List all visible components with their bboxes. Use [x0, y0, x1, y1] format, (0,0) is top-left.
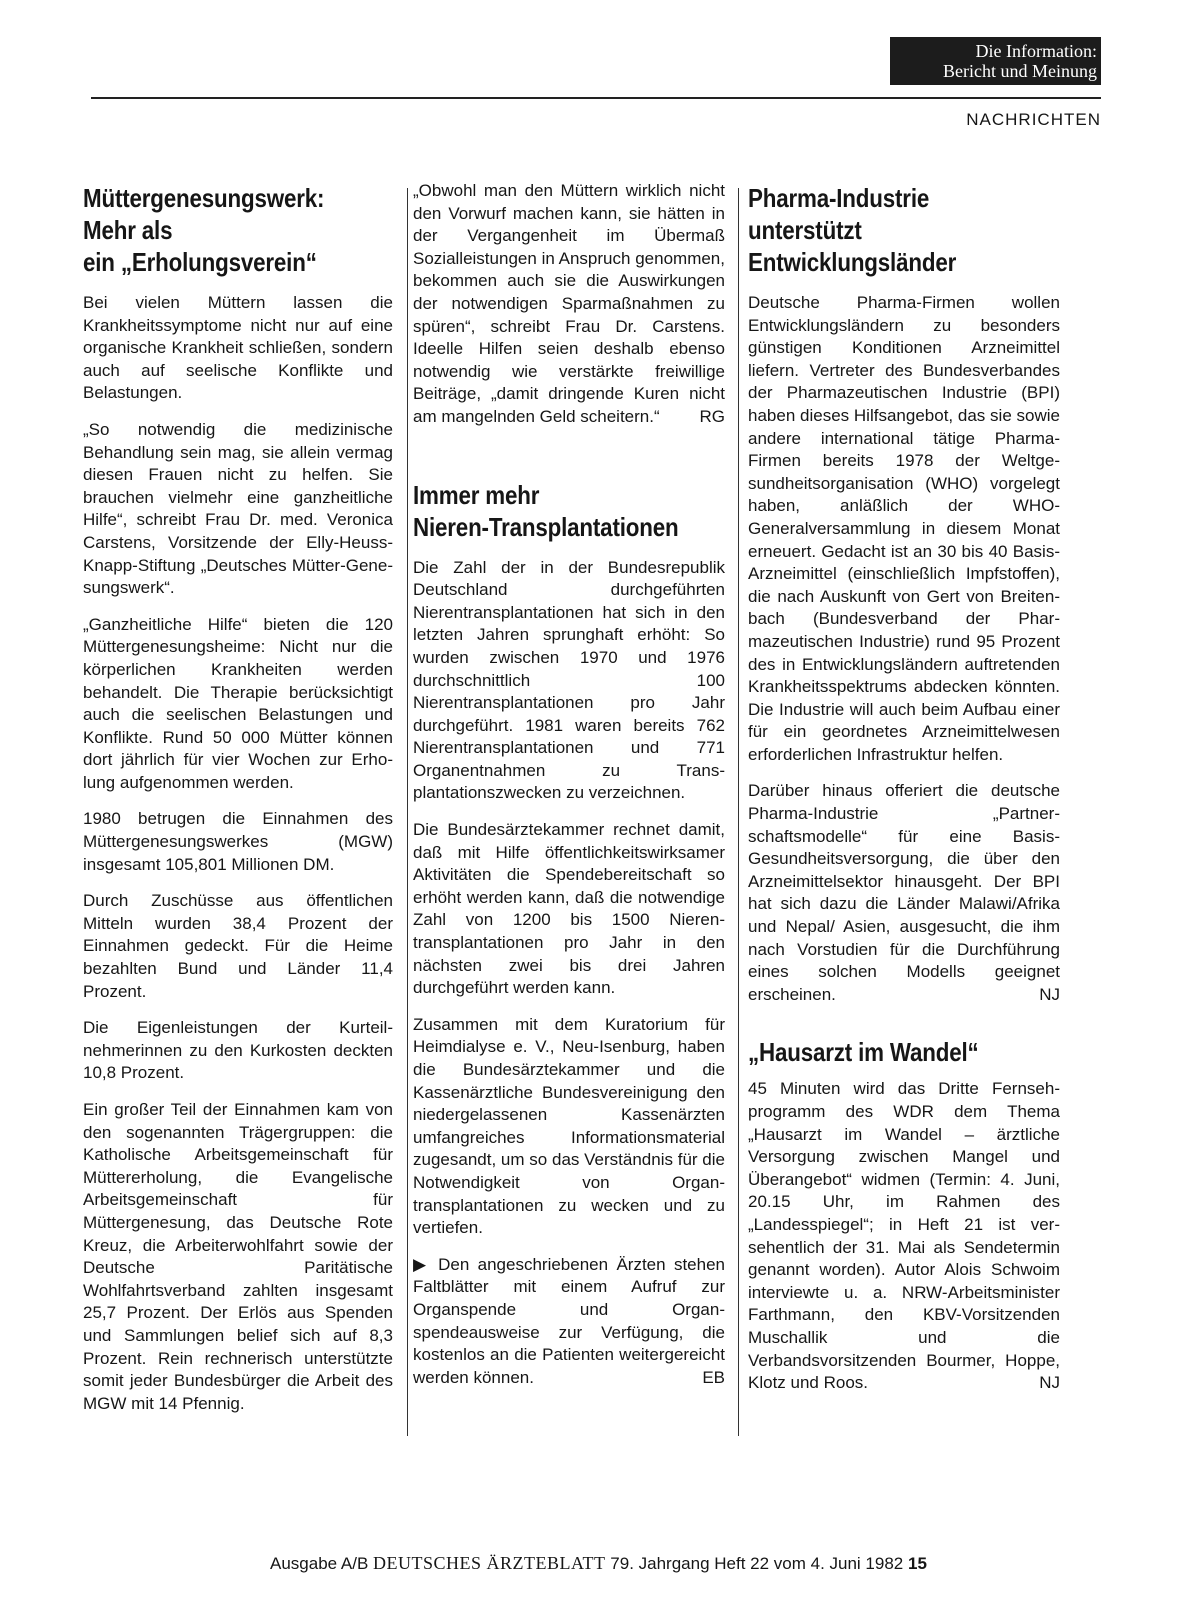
article-headline — [413, 479, 681, 543]
paragraph: „So notwendig die medizinische Behandlung sein mag, sie allein vermag diesen Frauen nicht zu helfen. Sie brauchen vielmehr eine ganzheitliche Hilfe“, schreibt Frau Dr. med. Veronica Carstens, Vorsitzende der Elly-Heuss-Knapp-Stiftung „Deutsches Mütter-Genesungswerk“. — [83, 419, 393, 598]
issue-info: 79. Jahrgang Heft 22 vom 4. Juni 1982 — [610, 1554, 904, 1573]
paragraph: Ein großer Teil der Einnahmen kam von den sogenannten Trägergruppen: die Katholische Arbeitsgemeinschaft für Müttererholung, die Evangelische Arbeitsgemeinschaft für Müttergenesung, das Deutsche Rote Kreuz, die Arbeiterwohlfahrt sowie der Deutsche Paritätische Wohlfahrtsverband zahlten insgesamt 25,7 Prozent. Der Erlös aus Spenden und Sammlungen belief sich auf 8,3 Prozent. Rein rechnerisch unterstützte somit jeder Bundesbürger die Arbeit des MGW mit 14 Pfennig. — [83, 1100, 393, 1413]
badge-line-2: Bericht und Meinung — [943, 61, 1097, 81]
arrow-marker-icon: ▶ — [413, 1254, 430, 1274]
author-initials: NJ — [1039, 984, 1060, 1004]
headline-line: Mehr als — [83, 215, 173, 245]
paragraph-text: Den angeschriebenen Ärzten stehen Faltblätter mit einem Aufruf zur Organspende und Organspendeausweise zur Verfügung, die kostenlos an die Patienten weitergereicht werden können. — [413, 1254, 725, 1387]
paragraph-text: Darüber hinaus offeriert die deutsche Pharma-Industrie „Partnerschaftsmodelle“ für eine Basis-Gesundheitsversorgung, die über den Arzneimittelsektor hinausgeht. Der BPI hat sich dazu die Länder Malawi/Afrika und Nepal/ Asien, ausgesucht, die ihm nach Vorstudien für die Durchführung eines solchen Modells geeignet erscheinen. — [748, 781, 1060, 1004]
paragraph: „Ganzheitliche Hilfe“ bieten die 120 Müttergenesungsheime: Nicht nur die körperlichen Krankheiten werden behandelt. Die Therapie berücksichtigt auch die seelischen Belastungen und Konflikte. Rund 50 000 Mütter können dort jährlich für vier Wochen zur Erholung aufgenommen werden. — [83, 614, 393, 792]
paragraph — [748, 780, 1060, 1006]
paragraph: Zusammen mit dem Kuratorium für Heimdialyse e. V., Neu-Isenburg, haben die Bundesärztekammer und die Kassenärztliche Bundesvereinigung den niedergelassenen Kassenärzten umfangreiches Informationsmaterial zugesandt, um so das Verständnis für die Notwendigkeit von Organtransplantationen zu wecken und zu vertiefen. — [413, 1014, 725, 1238]
edition-label: Ausgabe A/B — [270, 1554, 369, 1573]
section-badge — [890, 37, 1101, 85]
page-footer — [270, 1553, 1101, 1574]
author-initials: NJ — [1039, 1373, 1060, 1393]
header-rule — [91, 97, 1101, 99]
headline-line: Nieren-Transplantationen — [413, 511, 679, 542]
column-divider-1 — [407, 188, 408, 1436]
journal-name: DEUTSCHES ÄRZTEBLATT — [373, 1553, 606, 1573]
section-label: NACHRICHTEN — [966, 110, 1101, 129]
headline-line: ein „Erholungsverein“ — [83, 247, 317, 277]
paragraph: Bei vielen Müttern lassen die Krankheitssymptome nicht nur auf eine organische Krankheit schließen, sondern auch auf seelische Konflikte und Belastungen. — [83, 293, 393, 403]
column-3 — [748, 180, 1060, 1395]
headline-line: unterstützt — [748, 215, 862, 245]
paragraph: Die Bundesärztekammer rechnet damit, daß mit Hilfe öffentlichkeitswirksamer Aktivitäten die Spendebereitschaft so erhöht werden kann, daß die notwendige Zahl von 1200 bis 1500 Nierentransplantationen pro Jahr in den nächsten zwei bis drei Jahren durchgeführt werden kann. — [413, 820, 725, 998]
article-muettergenesungswerk — [83, 180, 393, 1415]
paragraph: Durch Zuschüsse aus öffentlichen Mitteln wurden 38,4 Prozent der Einnahmen gedeckt. Für die Heime bezahlten Bund und Länder 11,4 Prozent. — [83, 891, 393, 1001]
paragraph — [748, 1078, 1060, 1394]
headline-line: Pharma-Industrie — [748, 183, 930, 213]
paragraph-text: 45 Minuten wird das Dritte Fernsehprogramm des WDR dem Thema „Hausarzt im Wandel – ärztliche Versorgung zwischen Mangel und Überangebot“ widmen (Termin: 4. Juni, 20.15 Uhr, im Rahmen des „Landesspiegel“; in Heft 21 ist versehentlich der 31. Mai als Sendetermin genannt worden). Autor Alois Schwoim interviewte u. a. NRW-Arbeitsminister Farthmann, den KBV-Vorsitzenden Muschallik und die Verbandsvorsitzenden Bourmer, Hoppe, Klotz und Roos. — [748, 1079, 1060, 1393]
article-headline — [83, 182, 350, 278]
headline-line: Immer mehr — [413, 479, 540, 510]
article-headline — [748, 182, 1016, 278]
article-headline — [748, 1036, 1016, 1068]
column-2 — [413, 180, 725, 1389]
headline-line: „Hausarzt im Wandel“ — [748, 1037, 979, 1068]
paragraph: 1980 betrugen die Einnahmen des Müttergenesungswerkes (MGW) insgesamt 105,801 Millionen DM. — [83, 809, 393, 874]
author-initials: EB — [702, 1367, 725, 1387]
paragraph — [413, 1254, 725, 1390]
paragraph-continued — [413, 180, 725, 429]
paragraph: Die Zahl der in der Bundesrepublik Deutschland durchgeführten Nierentransplantationen hat sich in den letzten Jahren sprunghaft erhöht: So wurden zwischen 1970 und 1976 durchschnittlich 100 Nierentransplantationen pro Jahr durchgeführt. 1981 waren bereits 762 Nierentransplantationen und 771 Organentnahmen zu Transplantationszwecken zu verzeichnen. — [413, 557, 725, 803]
paragraph: Die Eigenleistungen der Kurteilnehmerinnen zu den Kurkosten deckten 10,8 Prozent. — [83, 1018, 393, 1083]
paragraph-text: „Obwohl man den Müttern wirklich nicht den Vorwurf machen kann, sie hätten in der Vergangenheit im Übermaß Sozialleistungen in Anspruch genommen, bekommen auch sie die Auswirkungen der notwendigen Sparmaßnahmen zu spüren“, schreibt Frau Dr. Carstens. Ideelle Hilfen seien deshalb ebenso notwendig wie verstärkte freiwillige Beiträge, „damit dringende Kuren nicht am mangelnden Geld scheitern.“ — [413, 181, 725, 426]
badge-line-1: Die Information: — [975, 41, 1097, 61]
author-initials: RG — [699, 406, 725, 426]
headline-line: Müttergenesungswerk: — [83, 183, 325, 213]
headline-line: Entwicklungsländer — [748, 247, 957, 277]
page-number: 15 — [907, 1554, 927, 1573]
paragraph: Deutsche Pharma-Firmen wollen Entwicklungsländern zu besonders günstigen Konditionen Arzneimittel liefern. Vertreter des Bundesverbandes der Pharmazeutischen Industrie (BPI) haben dieses Hilfsangebot, das sie sowie andere international tätige Pharma-Firmen bereits 1978 der Weltgesundheitsorganisation (WHO) vorgelegt haben, anläßlich der WHO-Generalversammlung in diesem Monat erneuert. Gedacht ist an 30 bis 40 Basis-Arzneimittel (einschließlich Impfstoffen), die nach Auskunft von Gert von Breitenbach (Bundesverband der Pharmazeutischen Industrie) rund 95 Prozent des in Entwicklungsländern auftretenden Krankheitsspektrums abdecken könnten. Die Industrie will auch beim Aufbau einer für ein geordnetes Arzneimittelwesen erforderlichen Infrastruktur helfen. — [748, 293, 1060, 764]
column-divider-2 — [738, 188, 739, 1436]
